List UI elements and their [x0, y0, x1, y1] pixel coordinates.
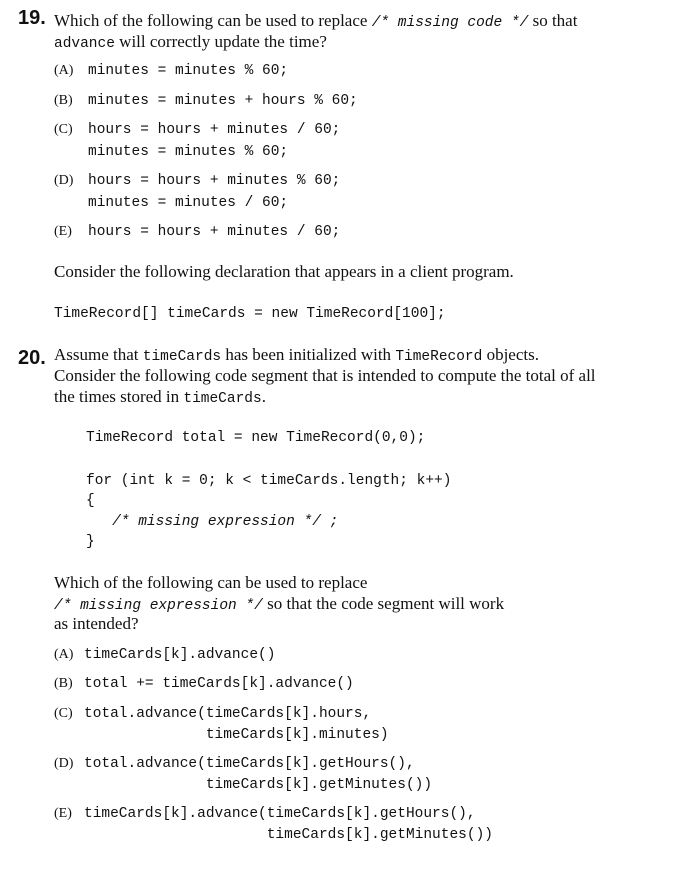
ask-text: so that the code segment will work: [262, 594, 505, 613]
stem-code-placeholder: /* missing code */: [371, 15, 529, 31]
q19-choice-b-label: (B): [54, 93, 73, 108]
q19-choice-d-code-line-2: minutes = minutes / 60;: [88, 195, 289, 211]
stem-code: timeCards: [183, 391, 262, 407]
q20-choice-b-code: total += timeCards[k].advance(): [84, 676, 354, 692]
stem-text: Assume that: [54, 345, 143, 364]
q20-choice-e-code-line-2: timeCards[k].getMinutes()): [84, 827, 493, 843]
q20-choice-b-label: (B): [54, 676, 73, 691]
stem-text: Which of the following can be used to replace: [54, 11, 372, 30]
q19-choice-c-code-line-2: minutes = minutes % 60;: [88, 144, 289, 160]
question-19-stem-line-2: [54, 32, 327, 52]
q19-choice-d-label: (D): [54, 173, 74, 188]
stem-code-method: advance: [54, 36, 115, 52]
question-20-stem-line-2: Consider the following code segment that is intended to compute the total of all: [54, 366, 596, 385]
stem-text: .: [261, 387, 266, 406]
question-20-stem-line-3: [54, 387, 266, 407]
q19-choice-d-code-line-1: hours = hours + minutes % 60;: [88, 173, 341, 189]
code-segment-line-5: /* missing expression */ ;: [86, 514, 339, 530]
ask-code-placeholder: /* missing expression */: [54, 598, 263, 614]
timecards-declaration: TimeRecord[] timeCards = new TimeRecord[100];: [54, 306, 446, 322]
question-20-stem-line-1: [54, 345, 539, 365]
q20-choice-a-label: (A): [54, 647, 74, 662]
code-segment-line-6: }: [86, 534, 95, 550]
client-program-intro: Consider the following declaration that appears in a client program.: [54, 262, 514, 281]
stem-code: timeCards: [142, 349, 222, 365]
stem-text: will correctly update the time?: [114, 32, 327, 51]
q19-choice-c-code-line-1: hours = hours + minutes / 60;: [88, 122, 341, 138]
q19-choice-a-code: minutes = minutes % 60;: [88, 63, 289, 79]
q20-choice-d-code-line-2: timeCards[k].getMinutes()): [84, 777, 433, 793]
question-19-number: 19.: [18, 7, 46, 29]
stem-text: the times stored in: [54, 387, 184, 406]
q20-choice-d-code-line-1: total.advance(timeCards[k].getHours(),: [84, 756, 415, 772]
q20-choice-c-code-line-2: timeCards[k].minutes): [84, 727, 389, 743]
q19-choice-c-label: (C): [54, 122, 73, 137]
q19-choice-e-code: hours = hours + minutes / 60;: [88, 224, 341, 240]
q19-choice-a-label: (A): [54, 63, 74, 78]
code-segment-line-3: for (int k = 0; k < timeCards.length; k++): [86, 473, 452, 489]
question-20-ask-line-1: Which of the following can be used to replace: [54, 573, 368, 592]
q19-choice-e-label: (E): [54, 224, 72, 239]
q20-choice-c-label: (C): [54, 706, 73, 721]
q20-choice-c-code-line-1: total.advance(timeCards[k].hours,: [84, 706, 372, 722]
stem-text: objects.: [482, 345, 539, 364]
q20-choice-e-label: (E): [54, 806, 72, 821]
stem-text: has been initialized with: [221, 345, 396, 364]
code-segment-line-4: {: [86, 493, 95, 509]
q20-choice-d-label: (D): [54, 756, 74, 771]
q20-choice-a-code: timeCards[k].advance(): [84, 647, 276, 663]
question-20-ask-line-3: as intended?: [54, 614, 139, 633]
q19-choice-b-code: minutes = minutes + hours % 60;: [88, 93, 358, 109]
question-20-ask-line-2: [54, 594, 504, 614]
stem-code: TimeRecord: [395, 349, 483, 365]
q20-choice-e-code-line-1: timeCards[k].advance(timeCards[k].getHours(),: [84, 806, 476, 822]
question-19-stem-line-1: [54, 11, 577, 31]
code-segment-line-1: TimeRecord total = new TimeRecord(0,0);: [86, 430, 426, 446]
question-20-number: 20.: [18, 347, 46, 369]
stem-text: so that: [528, 11, 578, 30]
